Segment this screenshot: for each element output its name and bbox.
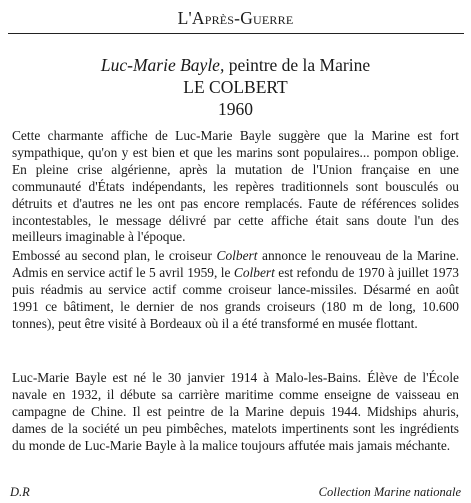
p2-text-c: est refondu de 1970 à juillet 1973 puis réadmis au service actif comme croiseur lance-missiles. Désarmé en août 1991 ce bâtiment, le dernier de nos grands croiseurs (180 m de long, 10.600 tonnes), peut être visité à Bordeaux où il a été transformé en musée flottant. [12, 264, 459, 331]
running-head: L'Après-Guerre [177, 8, 294, 28]
artist-name: Luc-Marie Bayle, [100, 55, 225, 75]
ship-name-italic: Colbert [233, 264, 275, 280]
credit-right: Collection Marine nationale [318, 485, 461, 499]
p2-text-b: annonce le renouveau de la Marine. Admis en service actif le 5 avril 1959, le [12, 248, 460, 280]
credit-left: D.R [10, 485, 30, 499]
poster-year: 1960 [218, 99, 253, 119]
paragraph-colbert-history [12, 248, 459, 333]
artist-role: peintre de la Marine [224, 55, 371, 75]
header-rule [8, 33, 464, 34]
ship-name: LE COLBERT [183, 77, 288, 97]
ship-name-italic: Colbert [216, 248, 258, 263]
paragraph-poster-context: Cette charmante affiche de Luc-Marie Bayle suggère que la Marine est fort sympathique, qu'on y est bien et que les marins sont populaires... pompon oblige. En pleine crise algérienne, après la mutation de l'Union française en une communauté d'États indépendants, les repères traditionnels sont bousculés ou détruits et d'autres ne les ont pas encore remplacés. Faute de références solides incontestables, le message délivré par cette affiche était sans doute l'un des meilleurs imaginable à l'époque. [12, 128, 459, 245]
title-block [0, 54, 471, 120]
p2-text-a: Embossé au second plan, le croiseur [12, 248, 217, 263]
title-artist-line [0, 54, 471, 76]
paragraph-artist-biography: Luc-Marie Bayle est né le 30 janvier 1914 à Malo-les-Bains. Élève de l'École navale en 1932, il débute sa carrière maritime comme enseigne de vaisseau en campagne de Chine. Il est peintre de la Marine depuis 1944. Midships ahuris, dames de la société un peu pimbêches, matelots impertinents sont les ingrédients du monde de Luc-Marie Bayle à la malice toujours affutée mais jamais méchante. [12, 370, 459, 453]
